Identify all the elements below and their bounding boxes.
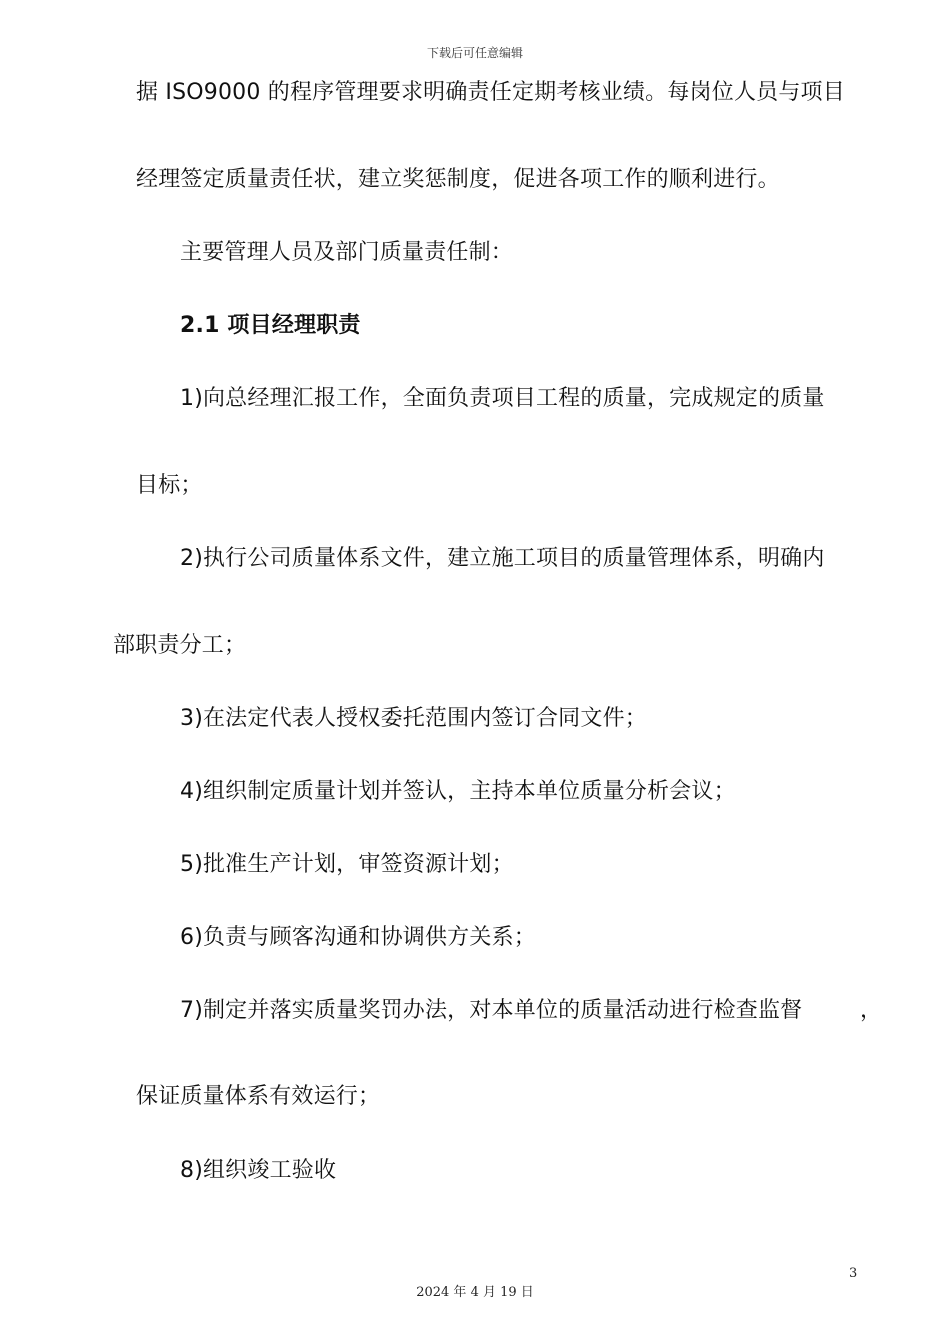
body-line-2: 经理签定质量责任状，建立奖惩制度，促进各项工作的顺利进行。 [136, 167, 780, 192]
body-line-14: 8)组织竣工验收 [180, 1158, 337, 1183]
trailing-comma: ， [860, 998, 883, 1023]
body-line-12: 7)制定并落实质量奖罚办法，对本单位的质量活动进行检查监督 [180, 998, 803, 1023]
page-header: 下载后可任意编辑 [426, 46, 523, 60]
body-line-7: 部职责分工； [113, 633, 247, 658]
footer-date: 2024 年 4 月 19 日 [416, 1285, 534, 1300]
body-line-13: 保证质量体系有效运行； [136, 1084, 381, 1109]
body-line-10: 5)批准生产计划，审签资源计划； [180, 852, 514, 877]
page-number: 3 [849, 1266, 858, 1281]
body-line-5: 目标； [136, 473, 203, 498]
body-line-8: 3)在法定代表人授权委托范围内签订合同文件； [180, 706, 647, 731]
body-line-6: 2)执行公司质量体系文件，建立施工项目的质量管理体系，明确内 [180, 546, 825, 571]
body-line-3: 主要管理人员及部门质量责任制： [180, 240, 514, 265]
body-line-1: 据 ISO9000 的程序管理要求明确责任定期考核业绩。每岗位人员与项目 [136, 80, 845, 105]
section-heading: 2.1 项目经理职责 [180, 313, 361, 338]
body-line-11: 6)负责与顾客沟通和协调供方关系； [180, 925, 536, 950]
body-line-4: 1)向总经理汇报工作，全面负责项目工程的质量，完成规定的质量 [180, 386, 825, 411]
body-line-9: 4)组织制定质量计划并签认，主持本单位质量分析会议； [180, 779, 736, 804]
